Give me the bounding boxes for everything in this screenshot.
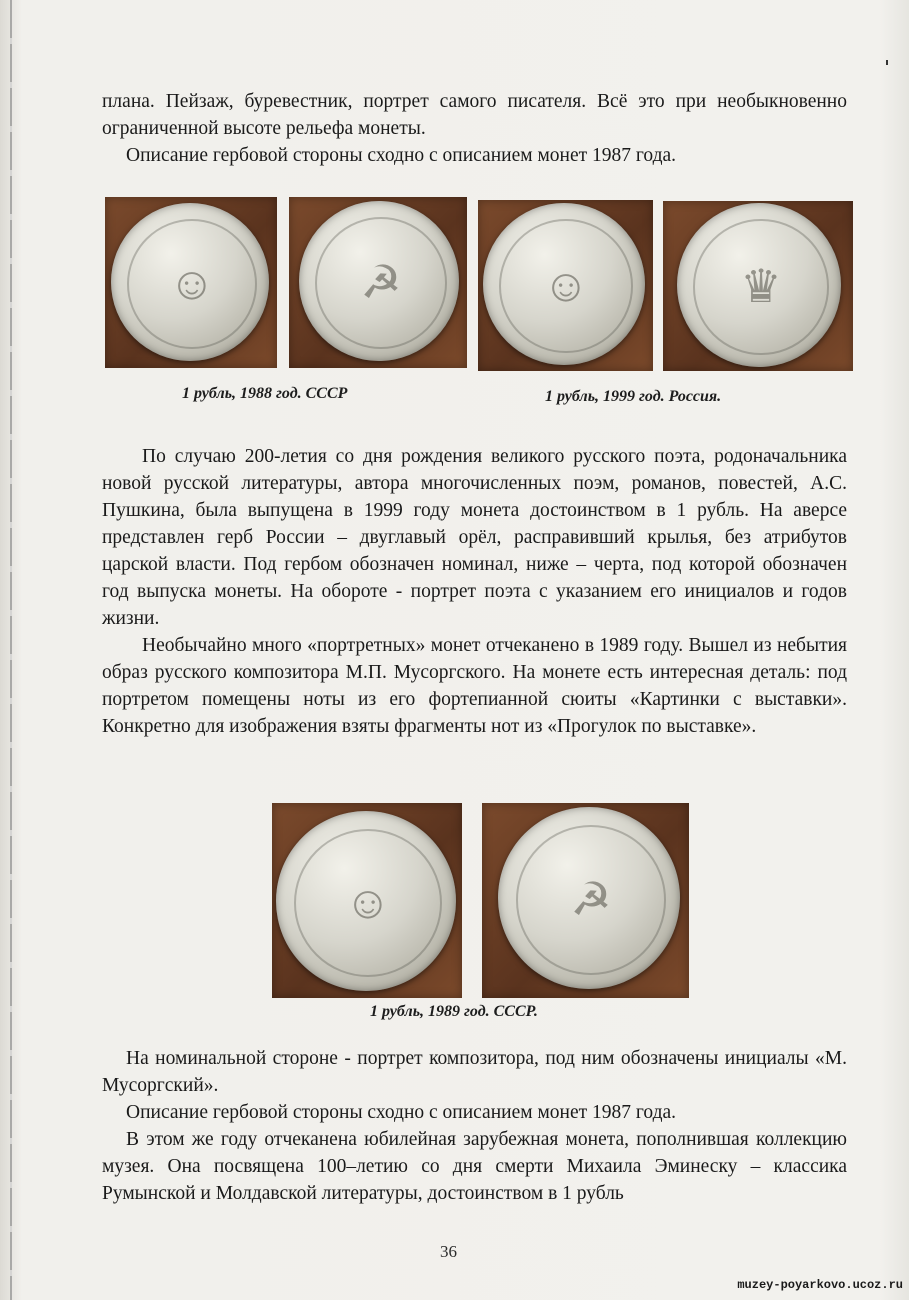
coin-photo-mussorgsky: [272, 803, 462, 998]
bottom-text: [102, 1045, 847, 1207]
paragraph-6: Описание гербовой стороны сходно с описанием монет 1987 года.: [126, 1102, 677, 1123]
coin-photo-ussr-emblem: [289, 197, 467, 368]
paragraph-1: плана. Пейзаж, буревестник, портрет самого писателя. Всё это при необыкновенно ограниченной высоте рельефа монеты.: [102, 91, 847, 139]
coin-photo-pushkin: [478, 200, 653, 371]
paragraph-5: На номинальной стороне - портрет композитора, под ним обозначены инициалы «М. Мусоргский».: [102, 1048, 847, 1096]
paragraph-7: В этом же году отчеканена юбилейная зарубежная монета, пополнившая коллекцию музея. Она посвящена 100–летию со дня смерти Михаила Эминеску – классика Румынской и Молдавской литературы, достоинством в 1 рубль: [102, 1129, 847, 1204]
paragraph-4: Необычайно много «портретных» монет отчеканено в 1989 году. Вышел из небытия образ русского композитора М.П. Мусоргского. На монете есть интересная деталь: под портретом помещены ноты из его фортепианной сюиты «Картинки с выставки». Конкретно для изображения взяты фрагменты нот из «Прогулок по выставке».: [102, 635, 847, 737]
middle-text: [102, 443, 847, 740]
eagle-icon: ♛: [740, 260, 782, 312]
coin-photo-ussr-emblem-1989: [482, 803, 689, 998]
page-number: 36: [440, 1242, 457, 1261]
caption-1989: 1 рубль, 1989 год. СССР.: [370, 1003, 538, 1020]
portrait-icon: ☺: [168, 257, 216, 309]
top-text: [102, 88, 847, 169]
coin-photo-gorky: [105, 197, 277, 368]
paragraph-3: По случаю 200-летия со дня рождения великого русского поэта, родоначальника новой русской литературы, автора многочисленных поэм, романов, повестей, А.С. Пушкина, была выпущена в 1999 году монета достоинством в 1 рубль. На аверсе представлен герб России – двуглавый орёл, расправивший крылья, без атрибутов царской власти. Под гербом обозначен номинал, ниже – черта, под которой обозначен год выпуска монеты. На обороте - портрет поэта с указанием его инициалов и годов жизни.: [102, 446, 847, 629]
caption-1999: 1 рубль, 1999 год. Россия.: [545, 388, 722, 405]
paragraph-2: Описание гербовой стороны сходно с описанием монет 1987 года.: [126, 145, 677, 166]
portrait-icon: ☺: [542, 259, 590, 311]
binding-edge: [10, 0, 12, 1300]
portrait-icon: ☺: [344, 877, 392, 928]
hammer-sickle-icon: ☭: [570, 873, 612, 925]
coin-photo-russia-eagle: [663, 201, 853, 371]
hammer-sickle-icon: ☭: [360, 257, 402, 308]
site-watermark: muzey-poyarkovo.ucoz.ru: [737, 1278, 903, 1292]
scan-mark: [886, 60, 888, 65]
caption-1988: 1 рубль, 1988 год. СССР: [182, 385, 348, 402]
